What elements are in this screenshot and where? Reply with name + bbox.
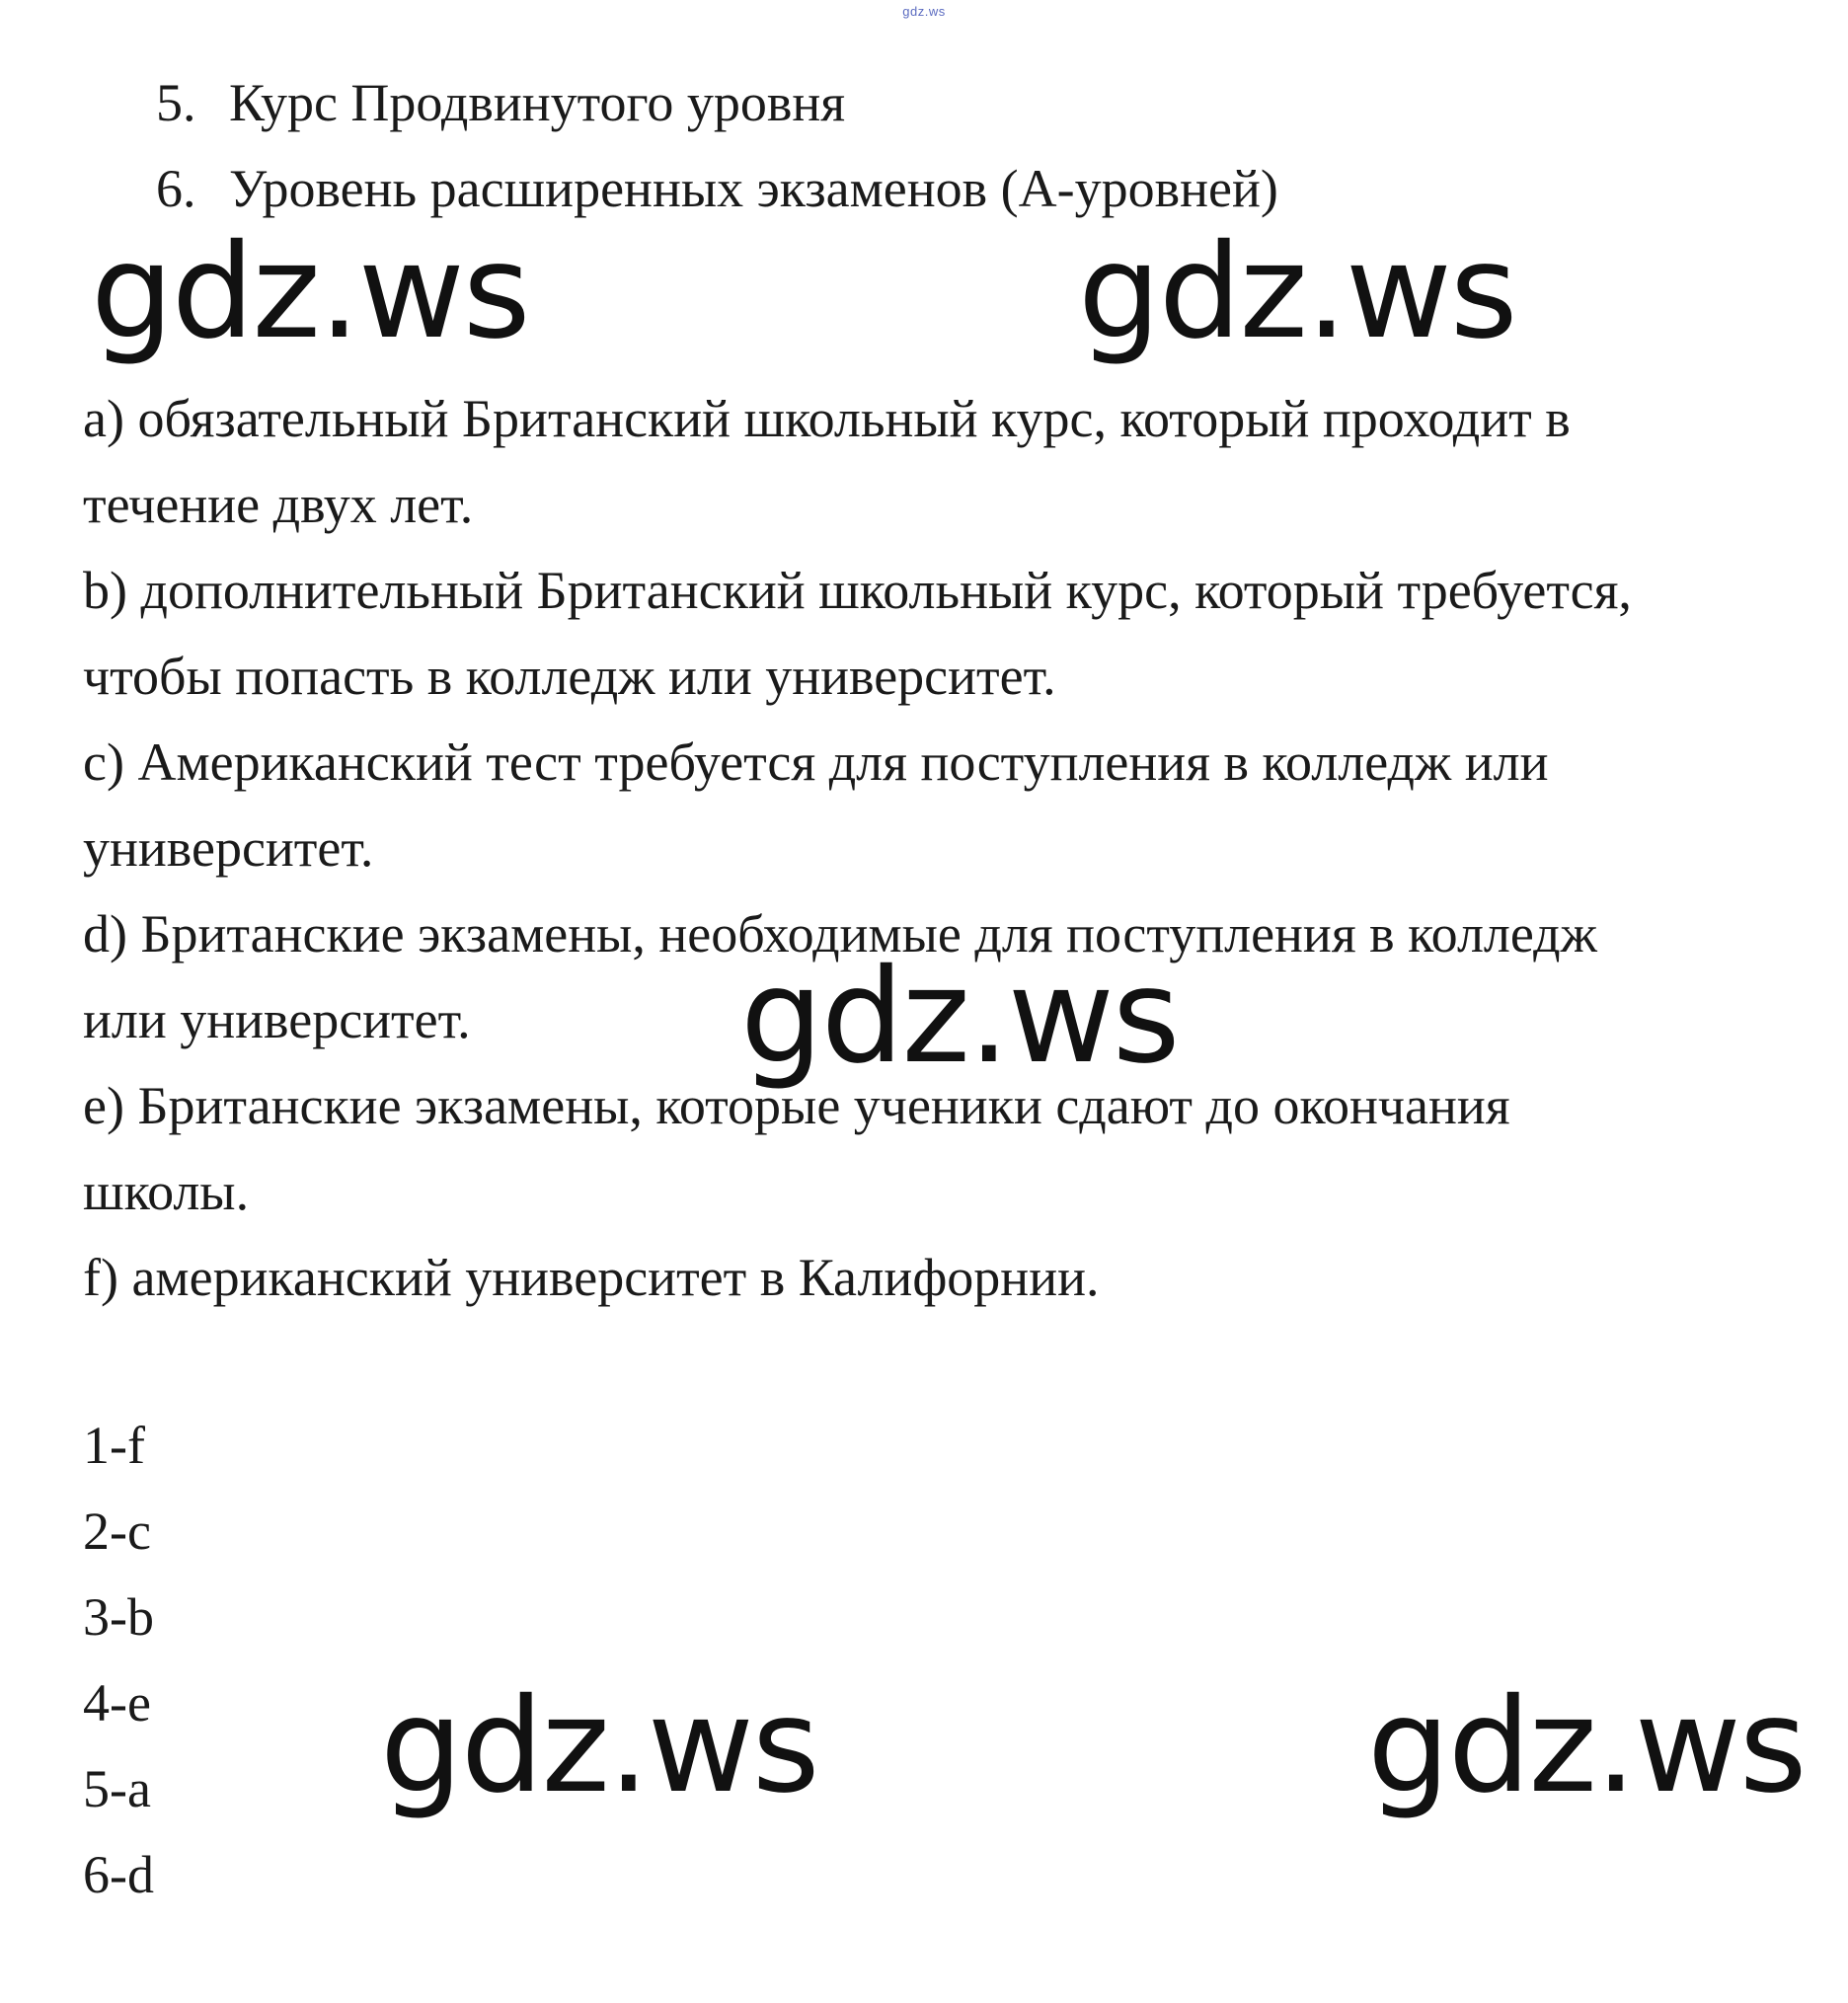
- answer-5: 5-a: [83, 1759, 151, 1818]
- definition-b-line-2: чтобы попасть в колледж или университет.: [83, 647, 1056, 706]
- answer-1: 1-f: [83, 1416, 145, 1475]
- watermark-5: gdz.ws: [1367, 1670, 1806, 1822]
- definition-e-line-1: e) Британские экзамены, которые ученики сдают до окончания: [83, 1076, 1510, 1135]
- definition-b-line-1: b) дополнительный Британский школьный курс, который требуется,: [83, 561, 1632, 620]
- answer-6: 6-d: [83, 1845, 154, 1904]
- definition-a-line-2: течение двух лет.: [83, 475, 474, 534]
- answer-4: 4-e: [83, 1673, 151, 1733]
- list-item-6: [156, 159, 1278, 218]
- definition-a-line-1: a) обязательный Британский школьный курс, который проходит в: [83, 389, 1571, 448]
- top-watermark: gdz.ws: [902, 4, 946, 19]
- definition-d-line-2: или университет.: [83, 990, 471, 1049]
- list-item-number: 5.: [156, 73, 196, 132]
- definition-d-line-1: d) Британские экзамены, необходимые для поступления в колледж: [83, 904, 1597, 963]
- list-item-text: Курс Продвинутого уровня: [229, 73, 846, 132]
- watermark-1: gdz.ws: [91, 216, 529, 368]
- definition-c-line-1: c) Американский тест требуется для поступления в колледж или: [83, 732, 1549, 792]
- definition-e-line-2: школы.: [83, 1162, 250, 1221]
- answer-2: 2-c: [83, 1502, 151, 1561]
- definition-f-line-1: f) американский университет в Калифорнии.: [83, 1248, 1100, 1307]
- definition-c-line-2: университет.: [83, 818, 374, 878]
- list-item-number: 6.: [156, 159, 196, 218]
- answer-3: 3-b: [83, 1587, 154, 1647]
- watermark-3: gdz.ws: [740, 941, 1179, 1093]
- list-item-text: Уровень расширенных экзаменов (А-уровней): [229, 159, 1278, 218]
- list-item-5: [156, 73, 845, 132]
- watermark-4: gdz.ws: [380, 1670, 818, 1822]
- watermark-2: gdz.ws: [1078, 216, 1516, 368]
